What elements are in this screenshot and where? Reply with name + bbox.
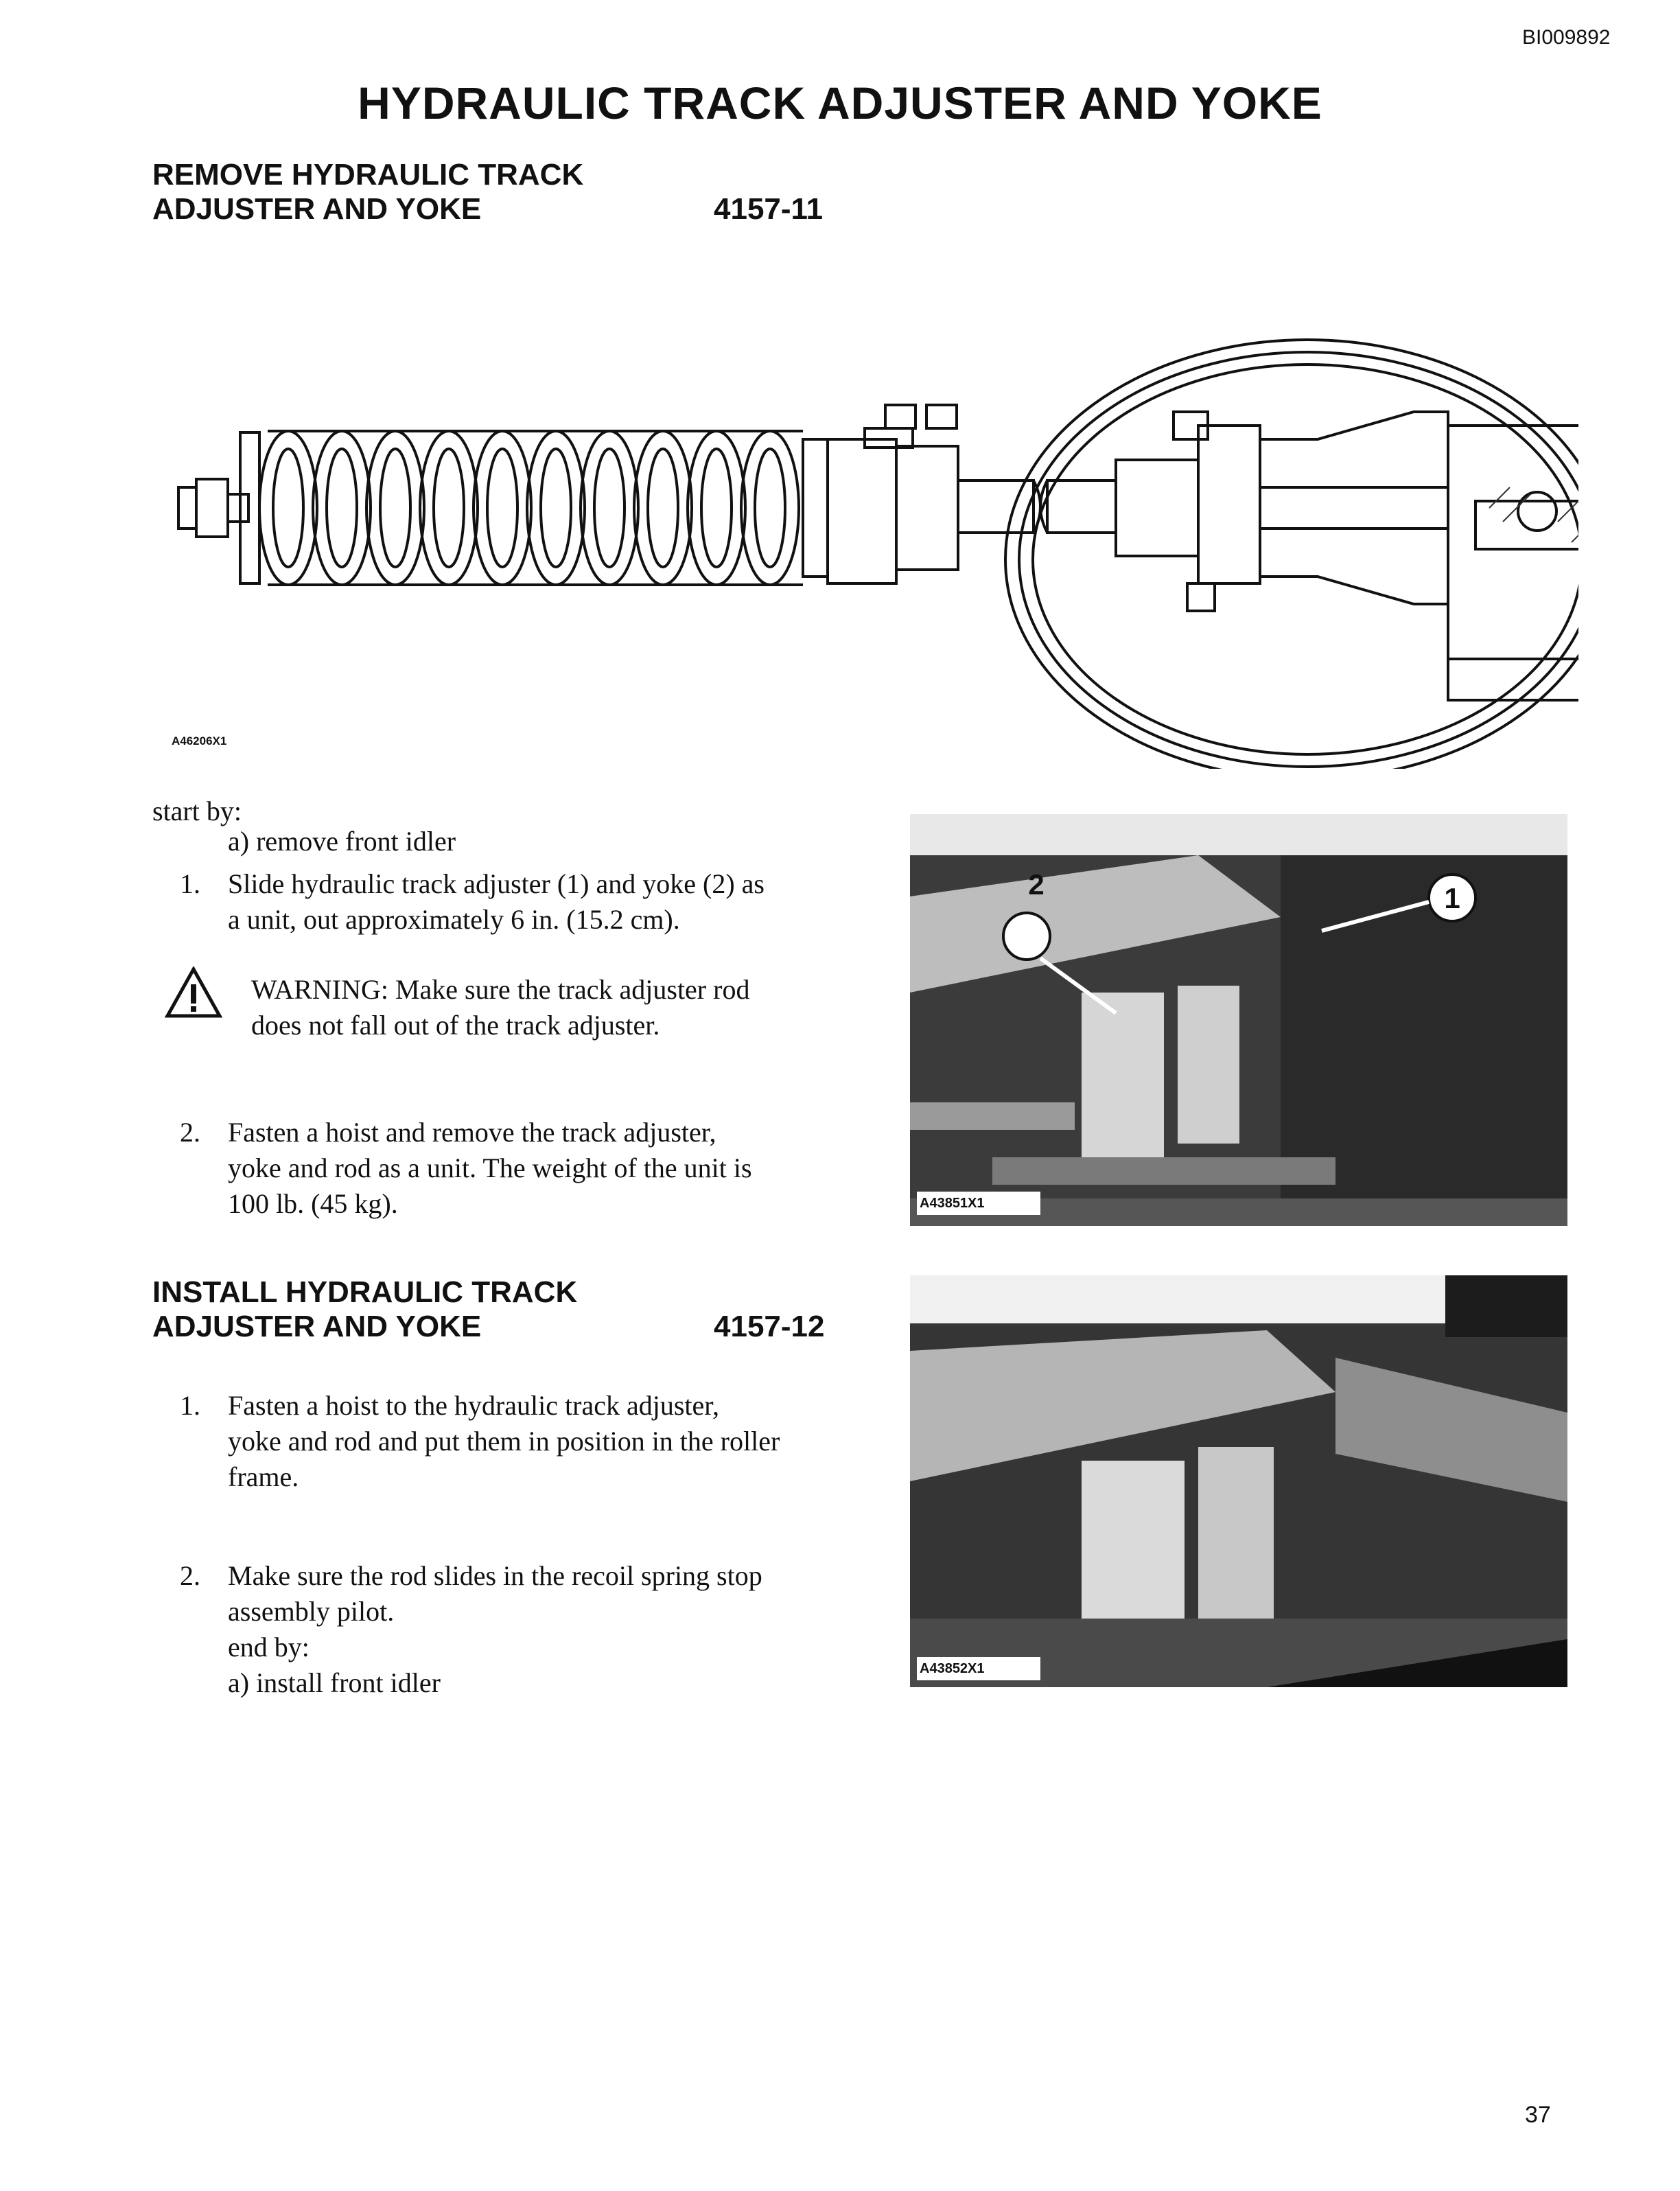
callout-1: 1 bbox=[1444, 882, 1460, 914]
installation-photo-label: A43852X1 bbox=[920, 1661, 985, 1676]
installation-photo bbox=[910, 1275, 1567, 1687]
remove-step2-text bbox=[228, 1115, 752, 1222]
track-adjuster-drawing bbox=[165, 302, 1578, 769]
remove-step1-text bbox=[228, 866, 765, 938]
start-by-label: start by: bbox=[152, 796, 242, 826]
removal-photo-label: A43851X1 bbox=[920, 1196, 985, 1211]
warning-line2: does not fall out of the track adjuster. bbox=[251, 1010, 660, 1041]
end-by-label: end by: bbox=[228, 1632, 310, 1662]
install-step2-line2: assembly pilot. bbox=[228, 1596, 395, 1627]
install-step1-line3: frame. bbox=[228, 1461, 299, 1492]
warning-text bbox=[251, 972, 749, 1043]
remove-step1-line1: Slide hydraulic track adjuster (1) and yoke (2) as bbox=[228, 868, 765, 899]
install-step2-text bbox=[228, 1558, 762, 1701]
remove-section-title bbox=[152, 158, 583, 227]
install-title-line1: INSTALL HYDRAULIC TRACK bbox=[152, 1275, 578, 1309]
install-section-code: 4157-12 bbox=[714, 1310, 825, 1343]
removal-photo bbox=[910, 814, 1567, 1226]
install-title-line2: ADJUSTER AND YOKE bbox=[152, 1310, 482, 1343]
remove-title-line1: REMOVE HYDRAULIC TRACK bbox=[152, 158, 584, 192]
install-step1-line2: yoke and rod and put them in position in the roller bbox=[228, 1426, 780, 1457]
remove-step2-line3: 100 lb. (45 kg). bbox=[228, 1188, 398, 1219]
warning-line1: WARNING: Make sure the track adjuster rod bbox=[251, 974, 750, 1005]
remove-step1-number: 1. bbox=[180, 868, 200, 899]
recoil-spring bbox=[259, 431, 803, 585]
install-step2-number: 2. bbox=[180, 1560, 200, 1591]
install-step1-text bbox=[228, 1388, 780, 1495]
remove-title-line2: ADJUSTER AND YOKE bbox=[152, 192, 482, 226]
remove-step2-number: 2. bbox=[180, 1117, 200, 1148]
install-step1-number: 1. bbox=[180, 1390, 200, 1421]
callout-2: 2 bbox=[1028, 868, 1045, 901]
document-id: BI009892 bbox=[1522, 26, 1611, 49]
install-section-title bbox=[152, 1275, 577, 1344]
page-title: HYDRAULIC TRACK ADJUSTER AND YOKE bbox=[358, 78, 1322, 128]
remove-prereq: a) remove front idler bbox=[228, 826, 456, 857]
remove-step2-line2: yoke and rod as a unit. The weight of the unit is bbox=[228, 1152, 752, 1183]
remove-step2-line1: Fasten a hoist and remove the track adjuster, bbox=[228, 1117, 716, 1148]
drawing-figure-label: A46206X1 bbox=[172, 734, 227, 747]
install-step2-line1: Make sure the rod slides in the recoil spring stop bbox=[228, 1560, 762, 1591]
remove-section-code: 4157-11 bbox=[714, 192, 824, 226]
install-step1-line1: Fasten a hoist to the hydraulic track adjuster, bbox=[228, 1390, 719, 1421]
remove-step1-line2: a unit, out approximately 6 in. (15.2 cm). bbox=[228, 904, 680, 935]
page-number: 37 bbox=[1525, 2102, 1551, 2128]
install-postreq: a) install front idler bbox=[228, 1667, 441, 1698]
warning-triangle-icon bbox=[165, 966, 222, 1019]
